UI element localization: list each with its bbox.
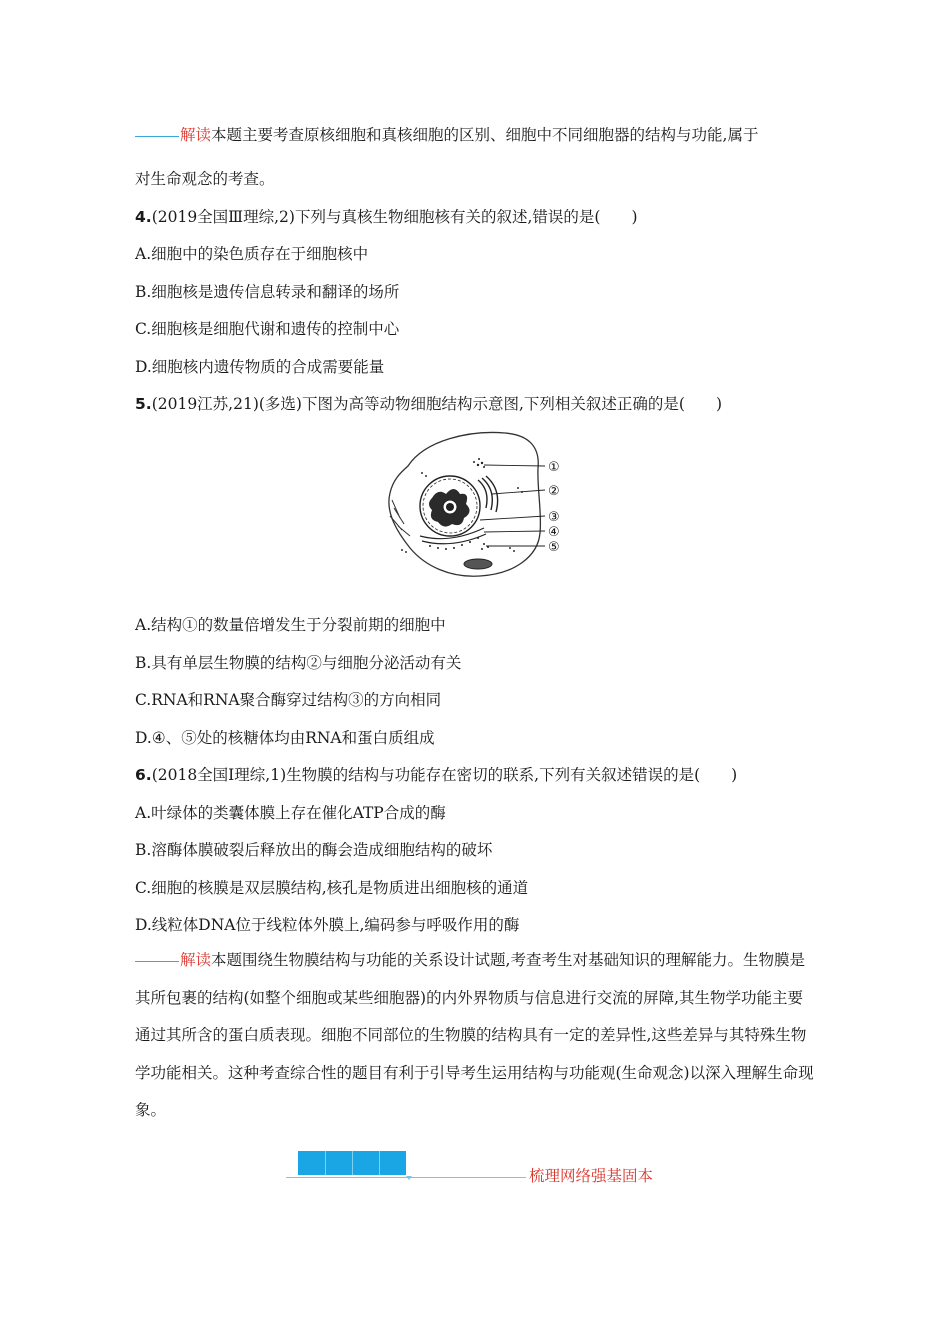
q5-stem (135, 393, 722, 415)
figure-label-4: ④ (548, 525, 560, 540)
note1-text: 本题主要考查原核细胞和真核细胞的区别、细胞中不同细胞器的结构与功能,属于 (211, 126, 759, 144)
q4-number: 4. (135, 208, 152, 226)
q4-option-b: B.细胞核是遗传信息转录和翻译的场所 (135, 283, 400, 301)
note2-text: 本题围绕生物膜结构与功能的关系设计试题,考查考生对基础知识的理解能力。生物膜是其所包裹的结构(如整个细胞或某些细胞器)的内外界物质与信息进行交流的屏障,其生物学功能主要通过其所含的蛋白质表现。细胞不同部位的生物膜的结构具有一定的差异性,这些差异与其特殊生物学功能相关。这种考查综合性的题目有利于引导考生运用结构与功能观(生命观念)以深入理解生命现象。 (135, 951, 814, 1119)
leader-lines (480, 465, 545, 546)
q6-option-d: D.线粒体DNA位于线粒体外膜上,编码参与呼吸作用的酶 (135, 916, 520, 934)
q4-option-c: C.细胞核是细胞代谢和遗传的控制中心 (135, 320, 400, 338)
q5-number: 5. (135, 395, 152, 413)
q5-option-d: D.④、⑤处的核糖体均由RNA和蛋白质组成 (135, 729, 435, 747)
section-banner (286, 1150, 686, 1184)
mitochondrion (464, 559, 492, 569)
q5-option-c: C.RNA和RNA聚合酶穿过结构③的方向相同 (135, 691, 442, 709)
banner-title: 梳理网络强基固本 (529, 1167, 654, 1185)
figure-label-5: ⑤ (548, 540, 560, 555)
note1-line1 (135, 124, 758, 146)
banner-blocks (298, 1151, 406, 1175)
figure-label-3: ③ (548, 510, 560, 525)
figure-label-2: ② (548, 484, 560, 499)
q5-stem-text: (2019江苏,21)(多选)下图为高等动物细胞结构示意图,下列相关叙述正确的是( ) (151, 395, 722, 413)
q6-stem (135, 764, 737, 786)
q4-stem-text: (2019全国Ⅲ理综,2)下列与真核生物细胞核有关的叙述,错误的是( ) (151, 208, 638, 226)
q6-option-b: B.溶酶体膜破裂后释放出的酶会造成细胞结构的破坏 (135, 841, 493, 859)
q4-option-d: D.细胞核内遗传物质的合成需要能量 (135, 358, 385, 376)
membrane-folds (390, 500, 410, 536)
q5-option-a: A.结构①的数量倍增发生于分裂前期的细胞中 (135, 616, 446, 634)
q5-option-b: B.具有单层生物膜的结构②与细胞分泌活动有关 (135, 654, 462, 672)
q4-option-a: A.细胞中的染色质存在于细胞核中 (135, 245, 369, 263)
q6-stem-text: (2018全国Ⅰ理综,1)生物膜的结构与功能存在密切的联系,下列有关叙述错误的是( ) (151, 766, 738, 784)
q6-number: 6. (135, 766, 152, 784)
note-rule (135, 961, 179, 962)
q6-option-c: C.细胞的核膜是双层膜结构,核孔是物质进出细胞核的通道 (135, 879, 529, 897)
note-rule (135, 136, 179, 137)
centrosome (473, 458, 485, 468)
banner-triangle-icon (406, 1176, 412, 1180)
note2-tag: 解读 (180, 951, 212, 969)
q4-stem (135, 206, 638, 228)
animal-cell-diagram (380, 428, 580, 580)
q6-option-a: A.叶绿体的类囊体膜上存在催化ATP合成的酶 (135, 804, 446, 822)
note1-line2: 对生命观念的考查。 (135, 170, 275, 188)
note1-tag: 解读 (180, 126, 212, 144)
figure-label-1: ① (548, 460, 560, 475)
note2-paragraph (135, 942, 815, 1130)
